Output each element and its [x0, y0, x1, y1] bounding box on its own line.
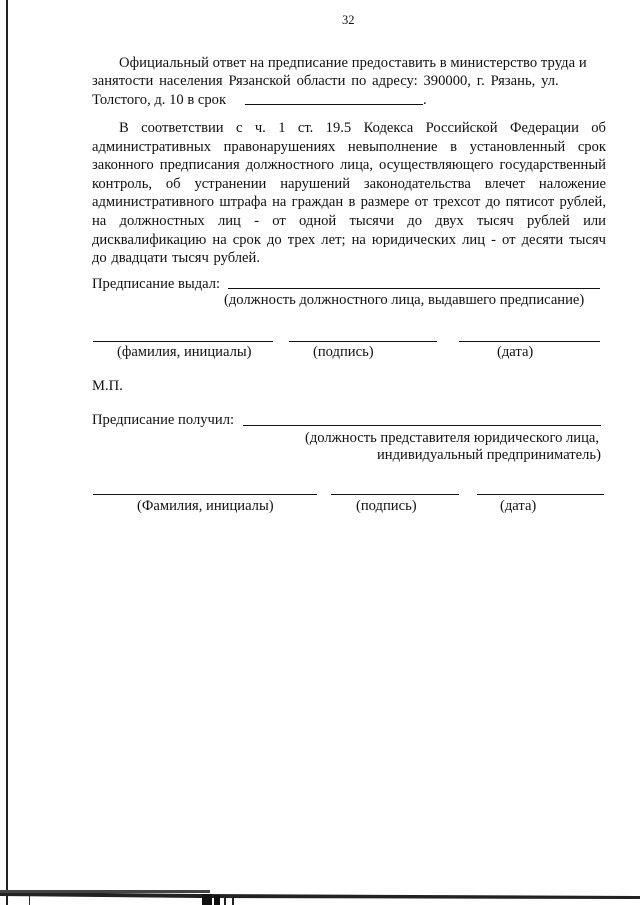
issued-name-caption: (фамилия, инициалы) [117, 344, 252, 360]
para1-line1: Официальный ответ на предписание предоставить в министерство труда и [119, 55, 587, 71]
issued-signature-caption: (подпись) [313, 344, 374, 360]
deadline-field[interactable] [245, 104, 423, 105]
para1-end: . [423, 92, 427, 108]
issued-label: Предписание выдал: [92, 276, 221, 292]
received-position-caption-2: индивидуальный предприниматель) [377, 447, 601, 463]
received-label: Предписание получил: [92, 412, 235, 428]
received-signature-field[interactable] [331, 494, 459, 495]
issued-position-field[interactable] [228, 288, 600, 289]
received-date-caption: (дата) [500, 498, 537, 514]
issued-position-caption: (должность должностного лица, выдавшего предписание) [224, 292, 585, 308]
issued-signature-field[interactable] [289, 341, 437, 342]
page-number: 32 [342, 13, 355, 27]
liability-text: В соответствии с ч. 1 ст. 19.5 Кодекса Российской Федерации об административных правонарушениях невыполнение в установленный срок законного предписания должностного лица, осуществляющего государственный контроль, об устранении нарушений законодательства влечет наложение административного штрафа на граждан в размере от трехсот до пятисот рублей, на должностных лиц - от одной тысячи до двух тысяч рублей или дисквалификацию на срок до трех лет; на юридических лиц - от десяти тысяч до двадцати тысяч рублей. [92, 120, 606, 267]
scan-left-edge [6, 0, 8, 905]
issued-name-field[interactable] [93, 341, 273, 342]
para1-line3: Толстого, д. 10 в срок [92, 92, 227, 108]
received-name-field[interactable] [93, 494, 317, 495]
received-name-caption: (Фамилия, инициалы) [137, 498, 274, 514]
received-signature-caption: (подпись) [356, 498, 417, 514]
received-date-field[interactable] [477, 494, 604, 495]
received-position-field[interactable] [243, 425, 601, 426]
issued-date-field[interactable] [459, 341, 600, 342]
received-position-caption-1: (должность представителя юридического лица, [305, 430, 600, 446]
issued-date-caption: (дата) [497, 344, 534, 360]
scan-bottom-edge [0, 882, 640, 905]
liability-paragraph [92, 119, 606, 268]
seal-mark: М.П. [92, 378, 123, 394]
para1-line2: занятости населения Рязанской области по адресу: 390000, г. Рязань, ул. [92, 73, 559, 89]
